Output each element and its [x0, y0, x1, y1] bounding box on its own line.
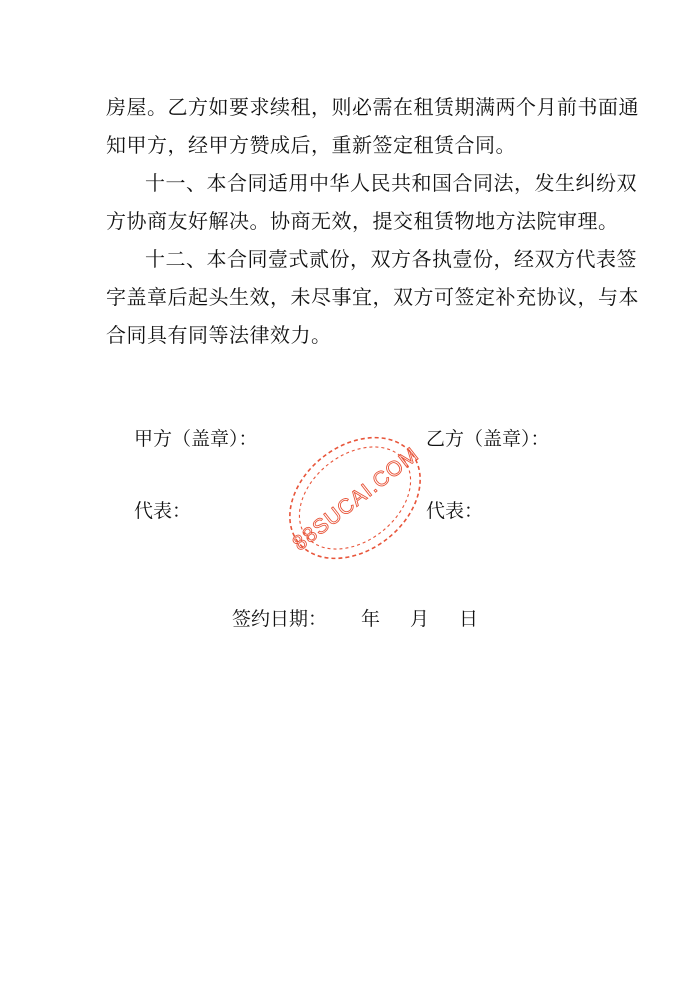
text-line: 知甲方，经甲方赞成后，重新签定租赁合同。: [106, 133, 516, 157]
text-line: 方协商友好解决。协商无效，提交租赁物地方法院审理。: [106, 209, 619, 233]
date-month: 月: [410, 608, 430, 630]
party-b-rep-label: 代表：: [426, 500, 484, 522]
party-b-seal-label: 乙方（盖章）：: [426, 428, 550, 450]
watermark-text: 88SUCAI.COM: [288, 442, 424, 556]
signing-date: [232, 604, 478, 631]
party-a-seal-label: 甲方（盖章）：: [134, 428, 258, 450]
text-line: 合同具有同等法律效力。: [106, 323, 332, 347]
watermark-stamp: [270, 418, 440, 578]
party-a-rep-label: 代表：: [134, 500, 192, 522]
text-line: 字盖章后起头生效，未尽事宜，双方可签定补充协议，与本: [106, 285, 639, 309]
text-line: 十一、本合同适用中华人民共和国合同法，发生纠纷双: [145, 171, 637, 195]
signing-date-label: 签约日期：: [232, 608, 328, 630]
clause-12: [106, 240, 639, 354]
date-year: 年: [361, 608, 381, 630]
date-day: 日: [459, 608, 479, 630]
clause-continuation: [106, 88, 639, 164]
text-line: 十二、本合同壹式贰份，双方各执壹份，经双方代表签: [145, 247, 637, 271]
text-line: 房屋。乙方如要求续租，则必需在租赁期满两个月前书面通: [106, 95, 639, 119]
clause-11: [106, 164, 637, 240]
